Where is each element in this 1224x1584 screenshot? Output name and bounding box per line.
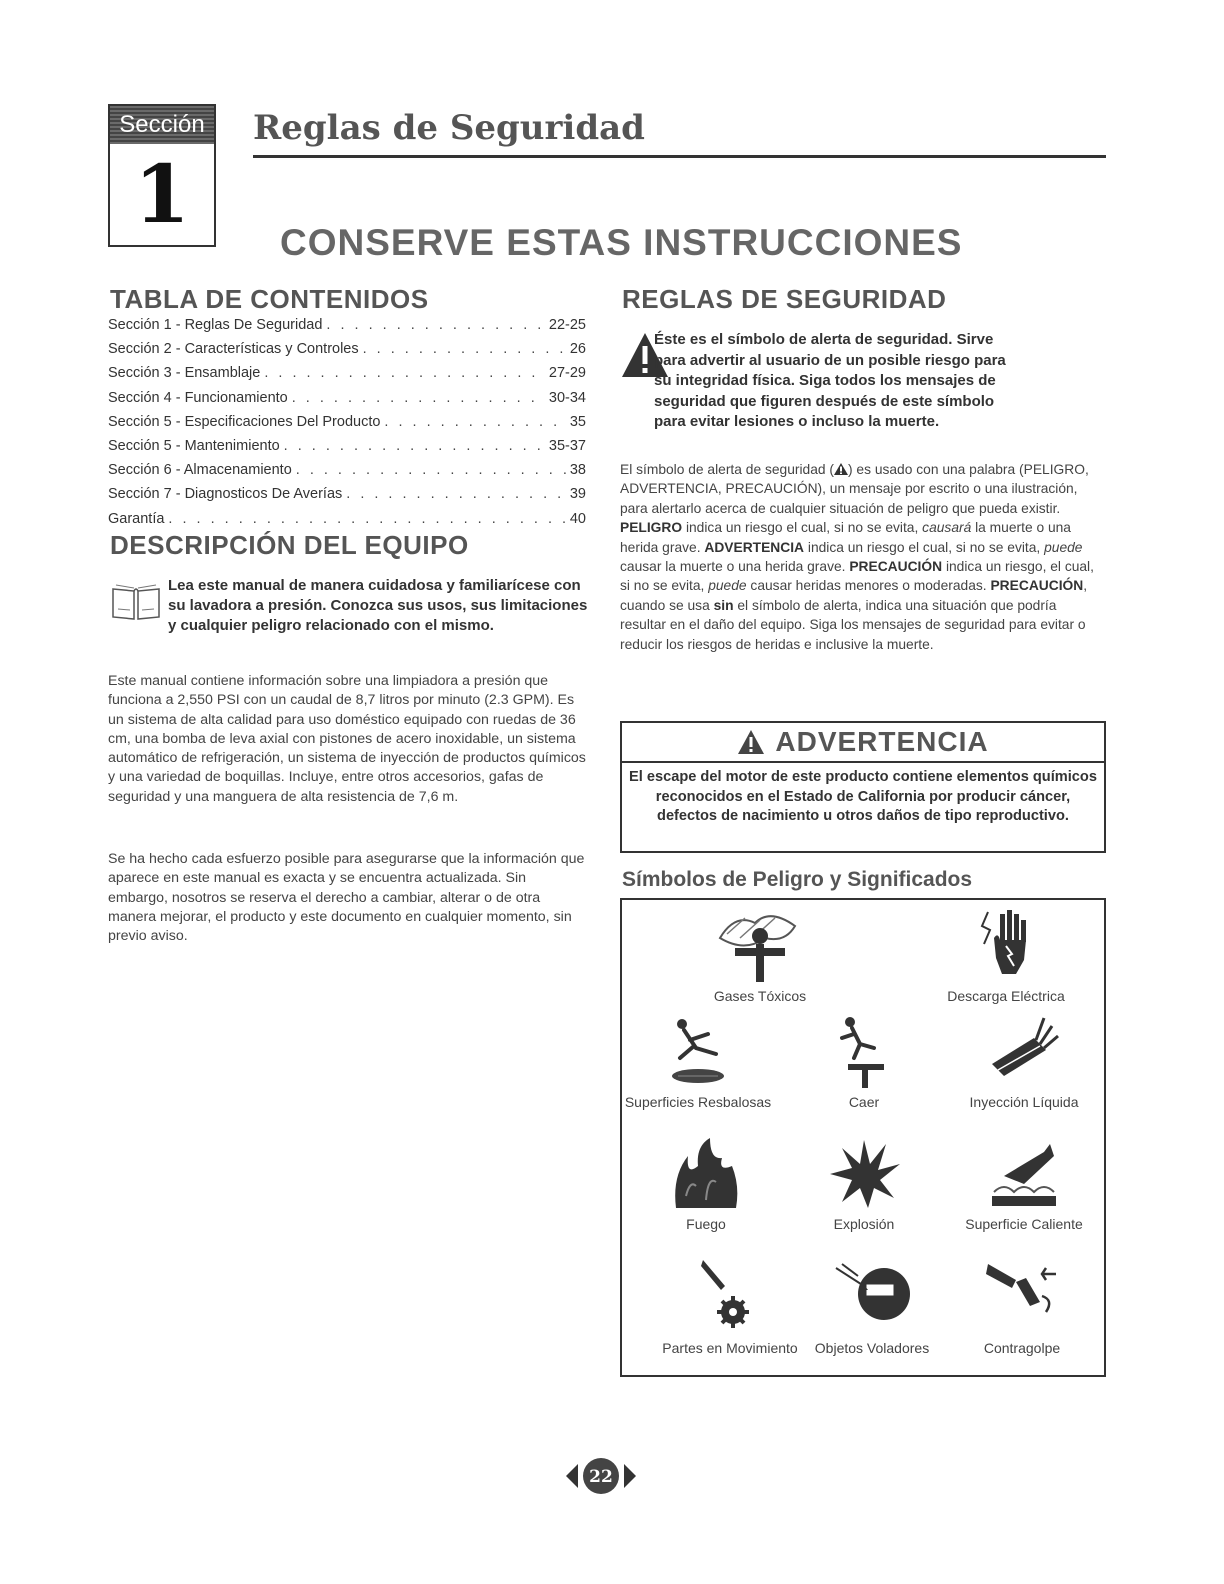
toc-row: Sección 2 - Características y Controles . . . 26 bbox=[108, 341, 586, 365]
description-paragraph-2: Se ha hecho cada esfuerzo posible para asegurarse que la información que aparece en este manual es exacta y se encuentra actualizada. Sin embargo, nosotros se reserva el derecho a cambiar, alterar o de otra manera mejorar, el producto y este documento en cualquier momento, sin previo aviso. bbox=[108, 851, 585, 945]
hazard-toxic-gas bbox=[670, 908, 850, 1004]
section-tab bbox=[108, 104, 216, 247]
symbol-label: Partes en Movimiento bbox=[662, 1340, 798, 1356]
page-number-badge bbox=[566, 1456, 636, 1496]
safety-alert-note: Éste es el símbolo de alerta de seguridad. Sirve para advertir al usuario de un posible riesgo para su integridad física. Siga todos los mensajes de seguridad que figuren después de este símbolo para evitar lesiones o incluso la muerte. bbox=[654, 331, 1006, 430]
moving-parts-icon bbox=[695, 1256, 765, 1336]
warning-triangle-icon bbox=[737, 729, 765, 755]
toc-row: Sección 5 - Especificaciones Del Producto . . . 35 bbox=[108, 414, 586, 438]
fluid-injection-icon bbox=[984, 1014, 1064, 1090]
section-number: 1 bbox=[134, 147, 190, 241]
hazard-hot-surface bbox=[934, 1136, 1114, 1232]
hazard-symbols-heading: Símbolos de Peligro y Significados bbox=[622, 868, 973, 891]
signal-words-paragraph: El símbolo de alerta de seguridad ( ) es usado con una palabra (PELIGRO, ADVERTENCIA, PRECAUCIÓN), un mensaje por escrito o una ilustración, para alertarlo acerca de cualquier situación de peligro que pueda existir. PELIGRO indica un riesgo el cual, si no se evita, causará la muerte o una herida grave. ADVERTENCIA indica un riesgo el cual, si no se evita, puede causar la muerte o una herida grave. PRECAUCIÓN indica un riesgo, el cual, si no se evita, puede causar heridas menores o moderadas. PRECAUCIÓN, cuando se usa sin el símbolo de alerta, indica una situación que podría resultar en el daño del equipo. Siga los mensajes de seguridad para evitar o reducir los riesgos de heridas e inclusive la muerte. bbox=[620, 462, 1094, 652]
kickback-icon bbox=[982, 1256, 1062, 1336]
symbol-label: Explosión bbox=[833, 1216, 895, 1232]
manual-notice: Lea este manual de manera cuidadosa y familiarícese con su lavadora a presión. Conozca sus usos, sus limitaciones y cualquier peligro relacionado con el mismo. bbox=[168, 577, 588, 634]
symbol-label: Descarga Eléctrica bbox=[947, 988, 1065, 1004]
toxic-gas-icon bbox=[715, 908, 805, 984]
symbol-label: Objetos Voladores bbox=[814, 1340, 930, 1356]
manual-book-icon bbox=[110, 581, 162, 623]
warning-text: El escape del motor de este producto contiene elementos químicos reconocidos en el Estado de California por producir cáncer, defectos de nacimiento u otros daños de tipo reproductivo. bbox=[629, 769, 1097, 824]
fire-icon bbox=[666, 1136, 746, 1212]
warning-box bbox=[620, 721, 1106, 853]
toc-row: Sección 4 - Funcionamiento . . . 30-34 bbox=[108, 390, 586, 414]
page-number: 22 bbox=[589, 1467, 613, 1487]
symbol-label: Gases Tóxicos bbox=[713, 988, 807, 1004]
hazard-slippery-surface bbox=[608, 1014, 788, 1110]
toc-row: Sección 3 - Ensamblaje . . . 27-29 bbox=[108, 365, 586, 389]
toc-row: Sección 6 - Almacenamiento . . . 38 bbox=[108, 462, 586, 486]
electric-shock-icon bbox=[976, 908, 1036, 984]
description-heading: DESCRIPCIÓN DEL EQUIPO bbox=[110, 530, 469, 560]
slippery-surface-icon bbox=[658, 1014, 738, 1090]
symbol-label: Superficie Caliente bbox=[965, 1216, 1083, 1232]
hazard-fluid-injection bbox=[934, 1014, 1114, 1110]
hazard-fall bbox=[774, 1014, 954, 1110]
symbol-label: Fuego bbox=[686, 1216, 726, 1232]
page-title: Reglas de Seguridad bbox=[253, 108, 645, 148]
explosion-icon bbox=[824, 1136, 904, 1212]
hazard-explosion bbox=[774, 1136, 954, 1232]
hot-surface-icon bbox=[984, 1136, 1064, 1212]
toc-row: Garantía . . . 40 bbox=[108, 511, 586, 535]
symbol-label: Superficies Resbalosas bbox=[624, 1094, 772, 1110]
description-paragraph-1: Este manual contiene información sobre una limpiadora a presión que funciona a 2,550 PSI con un caudal de 8,7 litros por minuto (2.3 GPM). Es un sistema de alta calidad para uso doméstico equipado con ruedas de 36 cm, una bomba de leva axial con pistones de acero inoxidable, un sistema automático de refrigeración, un sistema de inyección de productos químicos y una variedad de boquillas. Incluye, entre otros accesorios, gafas de seguridad y una manguera de alta resistencia de 7,6 m. bbox=[108, 673, 586, 805]
section-label: Sección bbox=[110, 106, 214, 144]
warning-header bbox=[622, 723, 1104, 763]
symbol-label: Caer bbox=[848, 1094, 880, 1110]
inline-alert-icon bbox=[834, 463, 848, 475]
safety-rules-heading: REGLAS DE SEGURIDAD bbox=[622, 284, 947, 314]
hazard-symbols-box bbox=[620, 898, 1106, 1377]
toc-heading: TABLA DE CONTENIDOS bbox=[110, 284, 429, 314]
warning-title: ADVERTENCIA bbox=[775, 726, 989, 757]
toc-row: Sección 5 - Mantenimiento . . . 35-37 bbox=[108, 438, 586, 462]
title-divider bbox=[253, 155, 1106, 158]
fall-icon bbox=[834, 1014, 894, 1090]
symbol-label: Inyección Líquida bbox=[969, 1094, 1079, 1110]
hazard-electric-shock bbox=[916, 908, 1096, 1004]
symbol-label: Contragolpe bbox=[983, 1340, 1061, 1356]
flying-objects-icon bbox=[832, 1256, 912, 1336]
hazard-kickback bbox=[932, 1256, 1112, 1356]
toc-row: Sección 1 - Reglas De Seguridad . . . 22-25 bbox=[108, 317, 586, 341]
instructions-banner: CONSERVE ESTAS INSTRUCCIONES bbox=[280, 222, 963, 263]
table-of-contents bbox=[108, 317, 586, 535]
hazard-fire bbox=[616, 1136, 796, 1232]
toc-row: Sección 7 - Diagnosticos De Averías . . . 39 bbox=[108, 486, 586, 510]
